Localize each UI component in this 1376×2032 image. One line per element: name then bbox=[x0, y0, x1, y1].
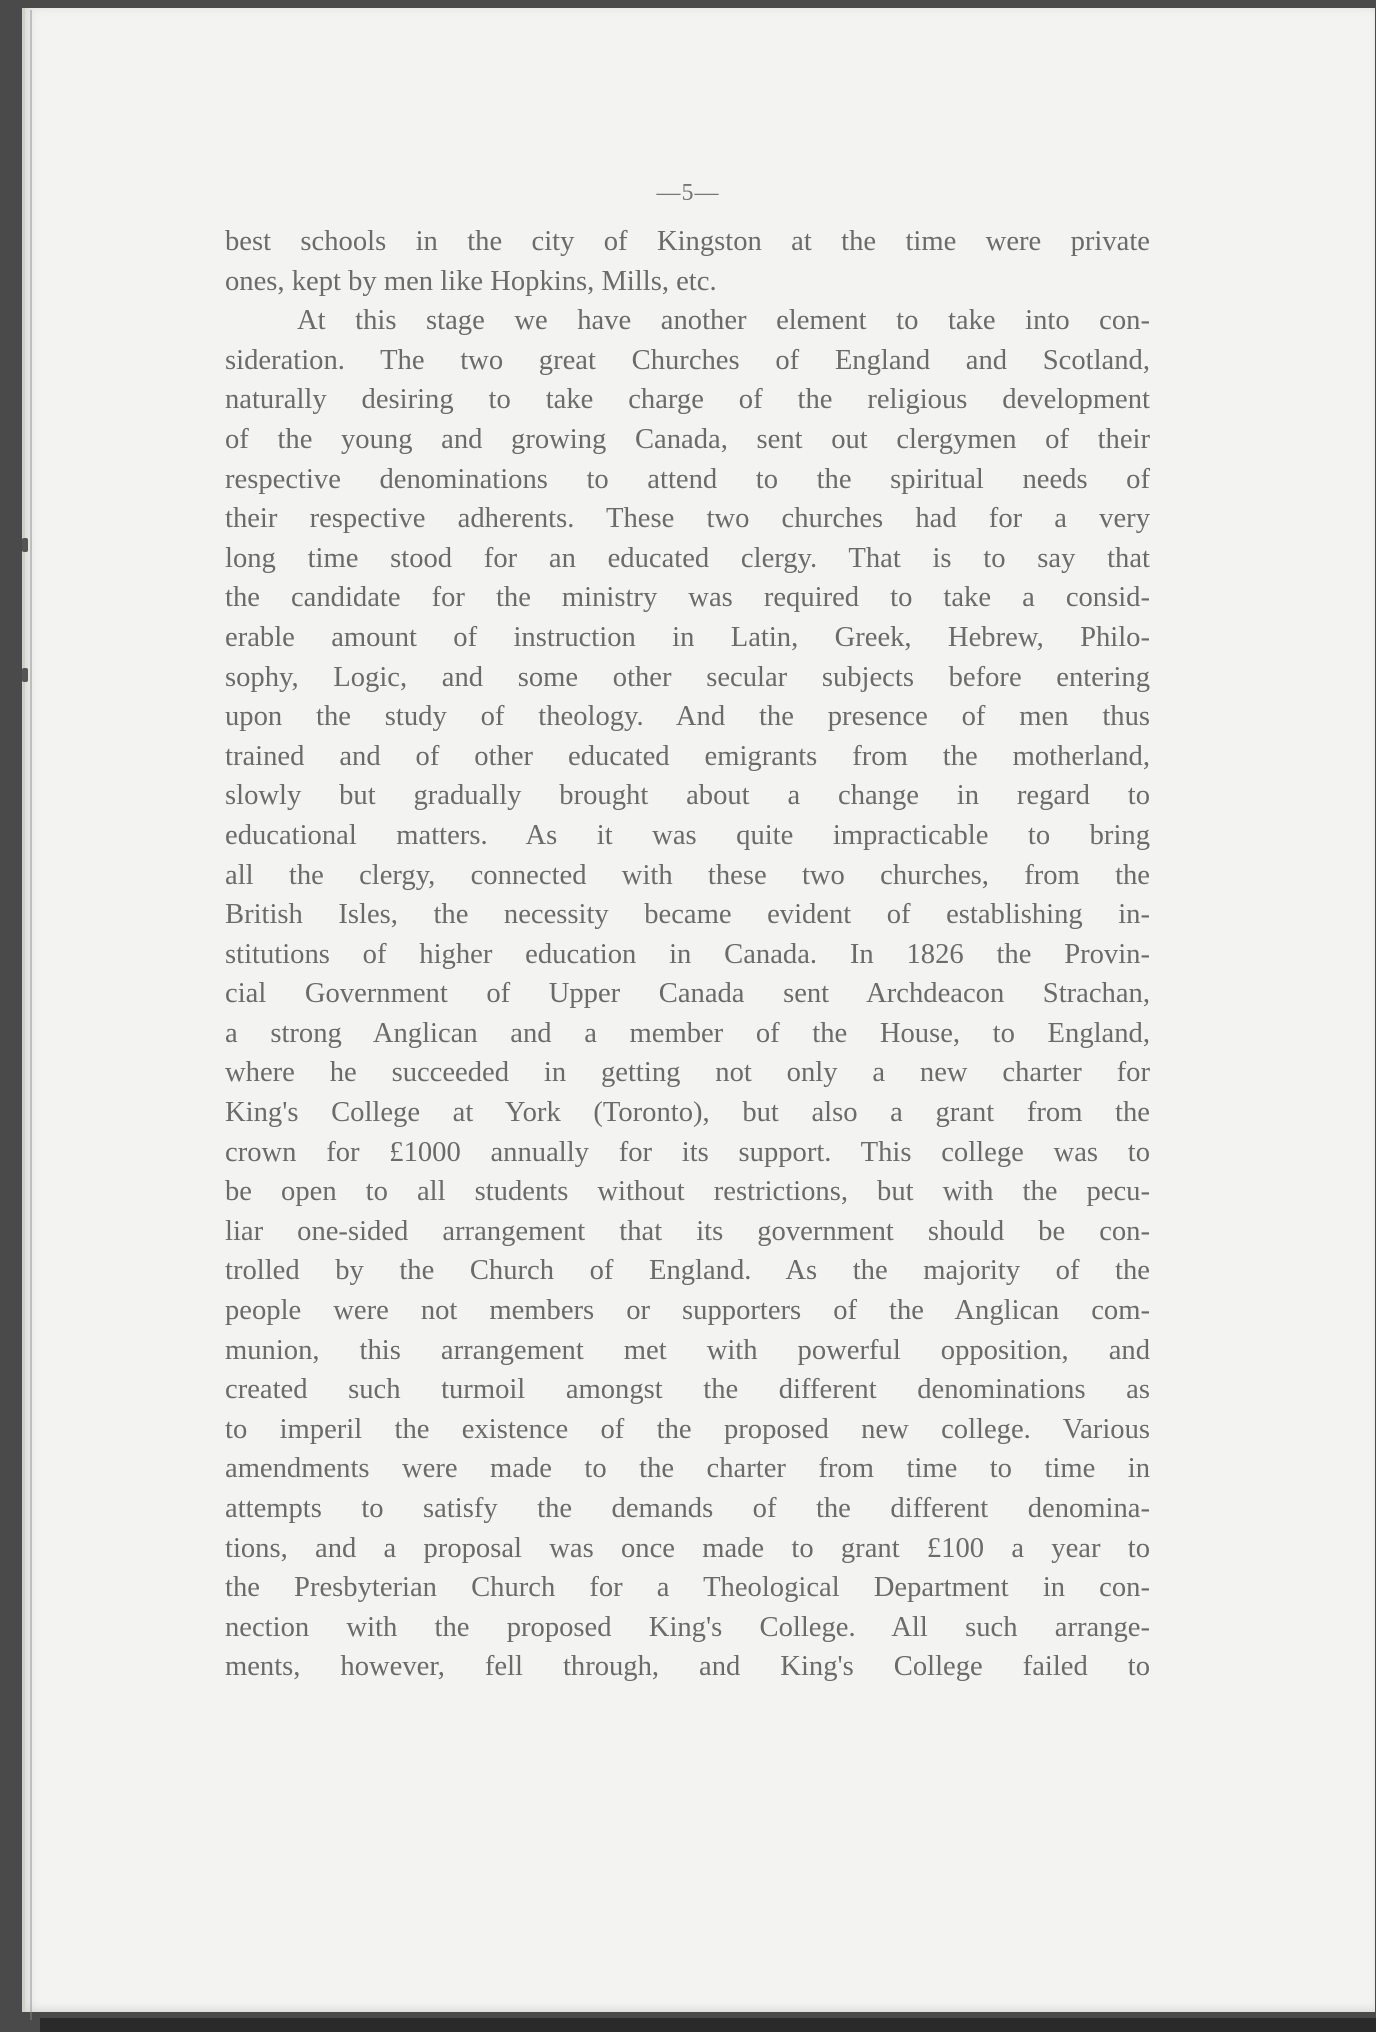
text-line: crown for £1000 annually for its support. This college was to bbox=[225, 1136, 1150, 1168]
text-line: sophy, Logic, and some other secular subjects before entering bbox=[225, 661, 1150, 693]
text-line: all the clergy, connected with these two churches, from the bbox=[225, 859, 1150, 891]
text-line: nection with the proposed King's College. All such arrange- bbox=[225, 1611, 1150, 1643]
text-line: attempts to satisfy the demands of the different denomina- bbox=[225, 1493, 1150, 1524]
body-text bbox=[225, 222, 1150, 1687]
text-line: where he succeeded in getting not only a new charter for bbox=[225, 1057, 1150, 1089]
text-line: the Presbyterian Church for a Theological Department in con- bbox=[225, 1572, 1150, 1604]
text-line: their respective adherents. These two churches had for a very bbox=[225, 503, 1150, 535]
text-line: of the young and growing Canada, sent out clergymen of their bbox=[225, 423, 1150, 455]
text-line: trolled by the Church of England. As the majority of the bbox=[225, 1255, 1150, 1287]
text-line: the candidate for the ministry was required to take a consid- bbox=[225, 582, 1150, 614]
text-line: long time stood for an educated clergy. That is to say that bbox=[225, 542, 1150, 574]
text-line: liar one-sided arrangement that its government should be con- bbox=[225, 1215, 1150, 1247]
text-line: stitutions of higher education in Canada. In 1826 the Provin- bbox=[225, 938, 1150, 970]
text-line: cial Government of Upper Canada sent Archdeacon Strachan, bbox=[225, 978, 1150, 1010]
text-line: naturally desiring to take charge of the religious development bbox=[225, 384, 1150, 416]
text-line: upon the study of theology. And the presence of men thus bbox=[225, 701, 1150, 733]
text-line: slowly but gradually brought about a change in regard to bbox=[225, 780, 1150, 812]
text-line: educational matters. As it was quite impracticable to bring bbox=[225, 819, 1150, 851]
text-line: tions, and a proposal was once made to grant £100 a year to bbox=[225, 1532, 1150, 1564]
text-line: to imperil the existence of the proposed new college. Various bbox=[225, 1413, 1150, 1445]
text-line: created such turmoil amongst the different denominations as bbox=[225, 1374, 1150, 1406]
binding-edge bbox=[30, 10, 32, 2020]
text-line: people were not members or supporters of the Anglican com- bbox=[225, 1295, 1150, 1327]
scan-bottom-edge bbox=[40, 2018, 1376, 2032]
text-line: ments, however, fell through, and King's College failed to bbox=[225, 1651, 1150, 1683]
text-line: At this stage we have another element to take into con- bbox=[297, 305, 1150, 337]
text-line: best schools in the city of Kingston at the time were private bbox=[225, 226, 1150, 257]
text-line: trained and of other educated emigrants from the motherland, bbox=[225, 740, 1150, 772]
text-line: respective denominations to attend to the spiritual needs of bbox=[225, 463, 1150, 495]
text-line: munion, this arrangement met with powerful opposition, and bbox=[225, 1334, 1150, 1366]
text-line: amendments were made to the charter from time to time in bbox=[225, 1453, 1150, 1485]
binding-mark bbox=[22, 538, 28, 552]
binding-mark bbox=[22, 668, 28, 682]
text-line: be open to all students without restrictions, but with the pecu- bbox=[225, 1176, 1150, 1208]
text-line: sideration. The two great Churches of England and Scotland, bbox=[225, 344, 1150, 376]
page-number: —5— bbox=[656, 180, 720, 206]
text-line: British Isles, the necessity became evident of establishing in- bbox=[225, 899, 1150, 931]
text-line: King's College at York (Toronto), but also a grant from the bbox=[225, 1097, 1150, 1129]
text-line: ones, kept by men like Hopkins, Mills, etc. bbox=[225, 265, 717, 297]
text-line: erable amount of instruction in Latin, Greek, Hebrew, Philo- bbox=[225, 621, 1150, 653]
text-line: a strong Anglican and a member of the House, to England, bbox=[225, 1017, 1150, 1049]
